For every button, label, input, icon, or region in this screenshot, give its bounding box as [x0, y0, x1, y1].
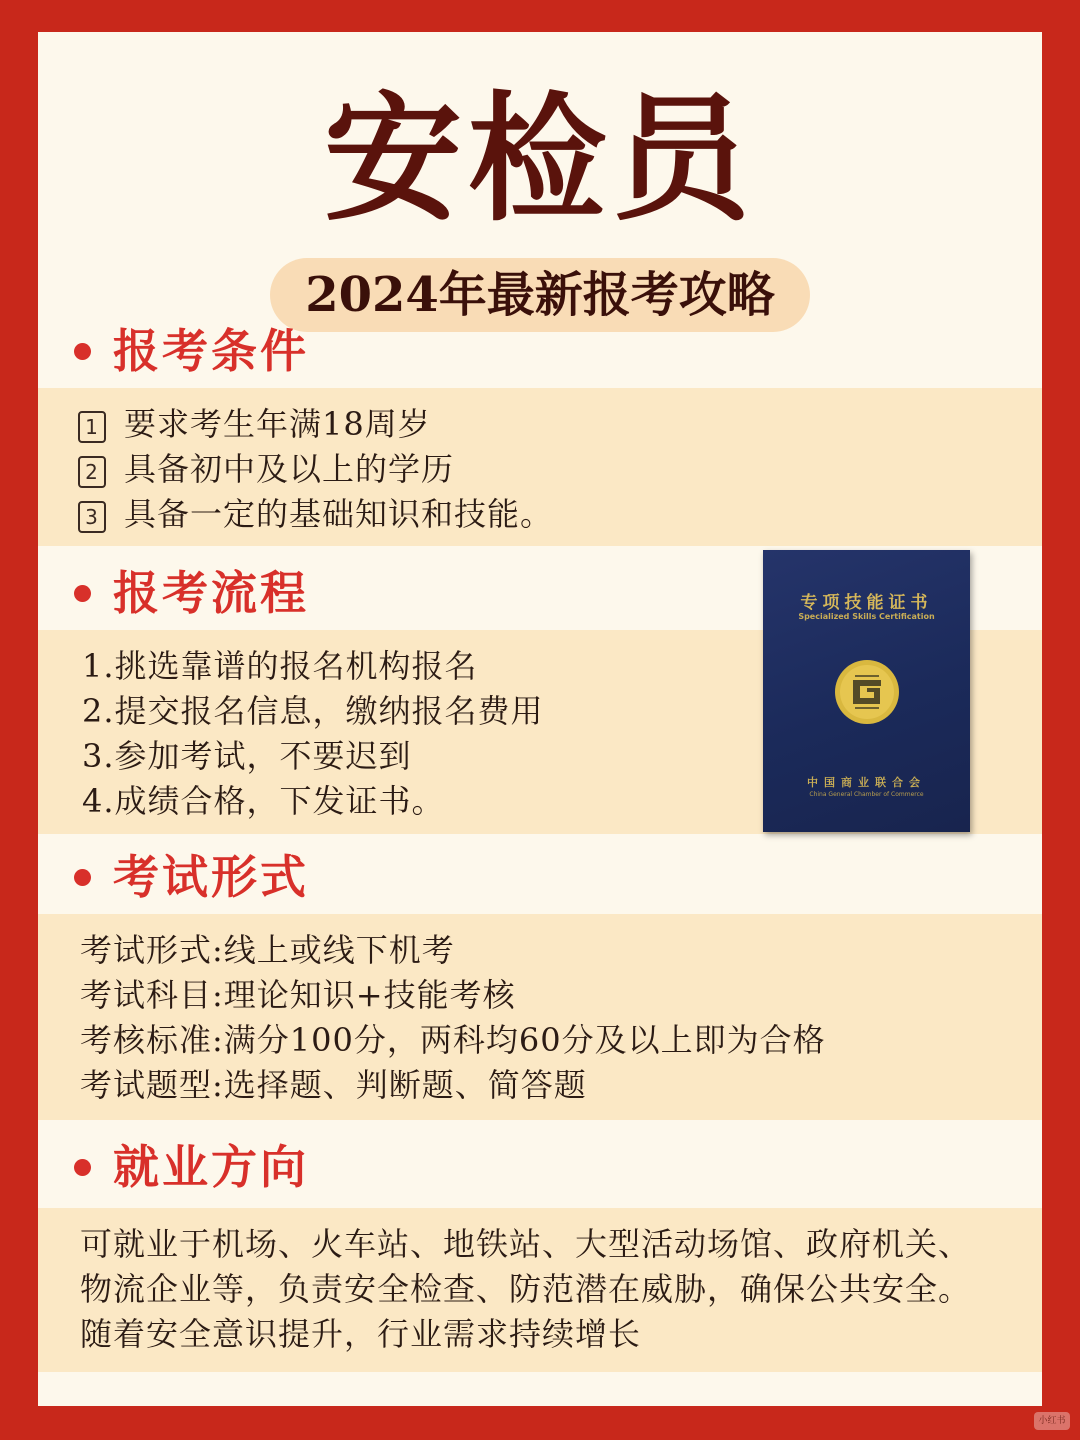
section-heading-career [74, 1132, 309, 1202]
section-heading-exam [74, 842, 309, 912]
section-title: 报考流程 [113, 566, 309, 620]
condition-text: 要求考生年满18周岁 [124, 405, 431, 443]
section-title: 考试形式 [113, 850, 309, 904]
exam-item: 考试科目:理论知识+技能考核 [80, 976, 516, 1014]
process-step: 3.参加考试，不要迟到 [82, 737, 412, 775]
number-box-icon: 1 [78, 411, 106, 443]
section-heading-conditions [74, 316, 309, 386]
bullet-dot-icon [74, 1159, 91, 1176]
bullet-dot-icon [74, 343, 91, 360]
certificate-org-en: China General Chamber of Commerce [809, 791, 924, 798]
number-box-icon: 2 [78, 456, 106, 488]
page-title: 安检员 [323, 77, 756, 240]
certificate-title-en: Specialized Skills Certification [798, 612, 935, 621]
process-step: 4.成绩合格，下发证书。 [82, 782, 445, 820]
subtitle-pill: 2024年最新报考攻略 [270, 258, 810, 332]
certificate-emblem-icon [833, 658, 901, 726]
condition-item [78, 447, 454, 491]
exam-item: 考核标准:满分100分，两科均60分及以上即为合格 [80, 1021, 826, 1059]
section-title: 就业方向 [113, 1140, 309, 1194]
career-line: 随着安全意识提升，行业需求持续增长 [80, 1315, 642, 1353]
condition-text: 具备初中及以上的学历 [124, 450, 455, 488]
career-line: 可就业于机场、火车站、地铁站、大型活动场馆、政府机关、 [80, 1225, 972, 1263]
poster-page [38, 32, 1042, 1406]
certificate-image [763, 550, 970, 832]
bullet-dot-icon [74, 585, 91, 602]
exam-item: 考试题型:选择题、判断题、简答题 [80, 1066, 587, 1104]
bullet-dot-icon [74, 869, 91, 886]
number-box-icon: 3 [78, 501, 106, 533]
process-step: 1.挑选靠谱的报名机构报名 [82, 647, 478, 685]
condition-text: 具备一定的基础知识和技能。 [124, 495, 554, 533]
section-title: 报考条件 [113, 324, 309, 378]
conditions-band [38, 388, 1042, 546]
exam-item: 考试形式:线上或线下机考 [80, 931, 455, 969]
section-heading-process [74, 558, 309, 628]
career-line: 物流企业等，负责安全检查、防范潜在威胁，确保公共安全。 [80, 1270, 972, 1308]
watermark-logo: 小红书 [1034, 1412, 1070, 1430]
certificate-org: 中国商业联合会 [807, 776, 926, 789]
condition-item [78, 402, 431, 446]
career-band [38, 1208, 1042, 1372]
condition-item [78, 492, 553, 536]
exam-band [38, 914, 1042, 1120]
process-step: 2.提交报名信息，缴纳报名费用 [82, 692, 544, 730]
certificate-title: 专项技能证书 [800, 593, 933, 613]
